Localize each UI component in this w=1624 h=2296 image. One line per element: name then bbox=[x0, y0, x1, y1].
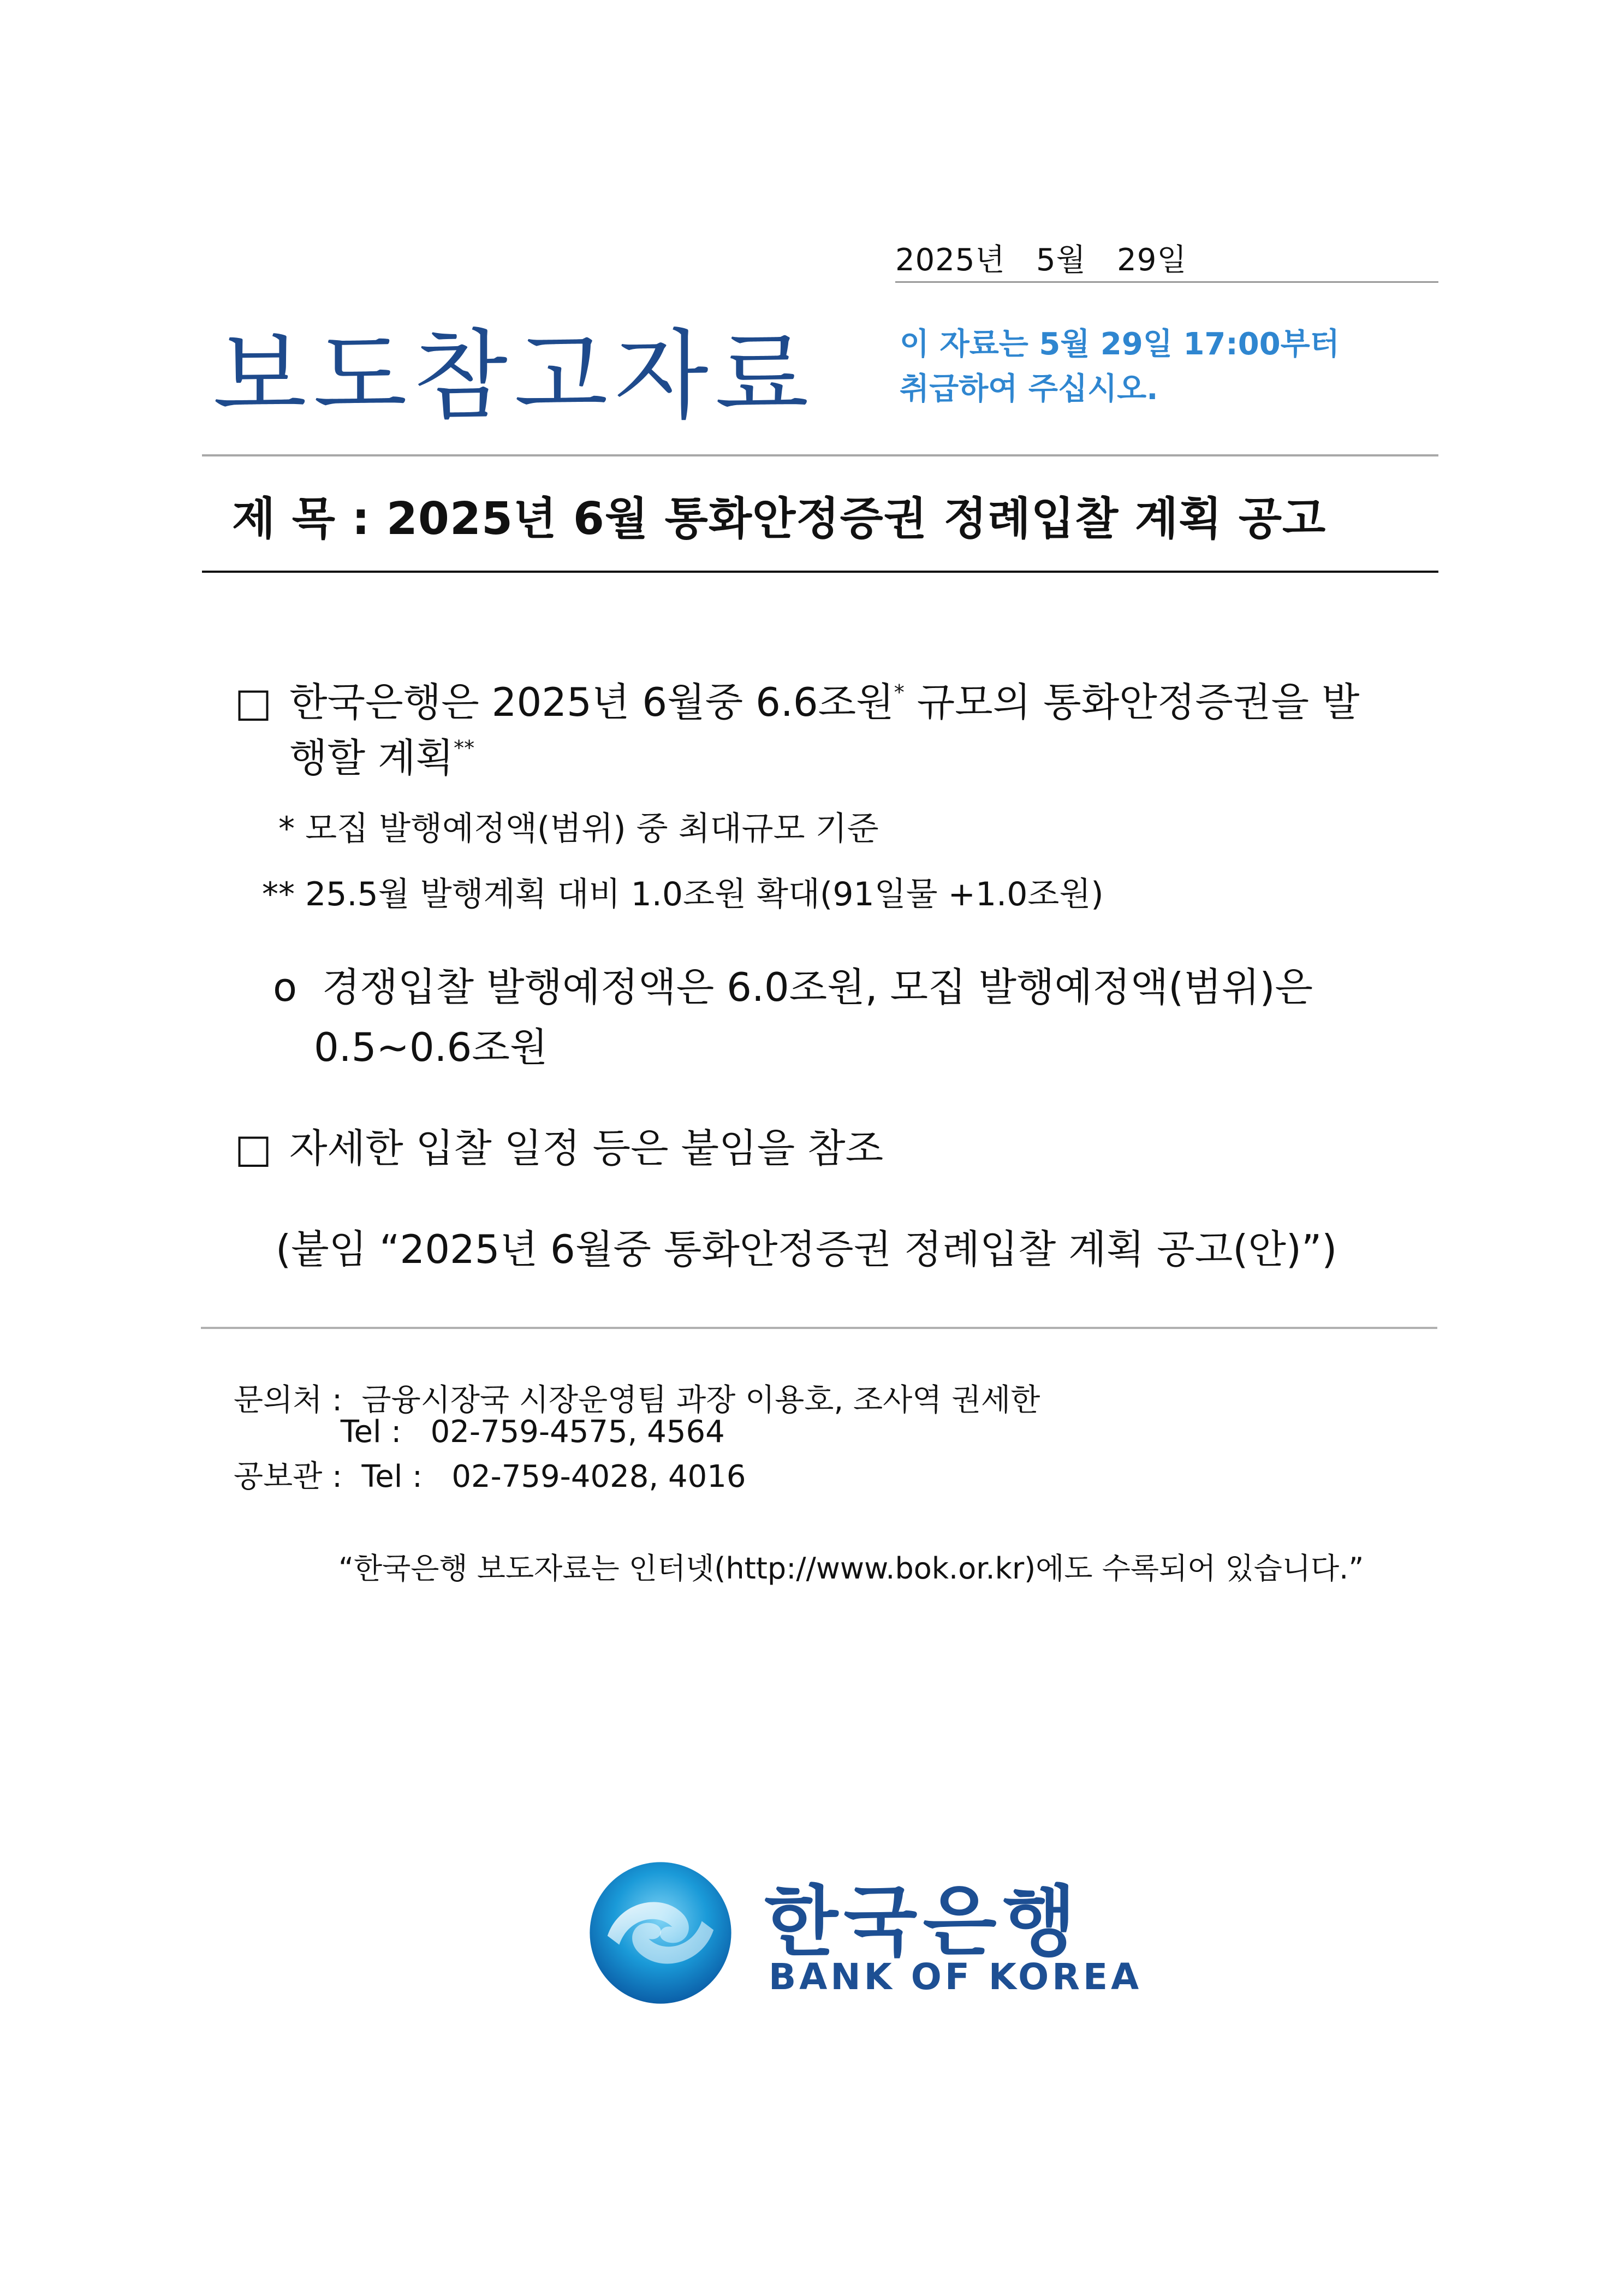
bullet-1-text-c: 행할 계획 bbox=[289, 735, 454, 781]
box-bullet-icon: □ bbox=[235, 679, 272, 725]
contact-line-2: Tel : 02-759-4575, 4564 bbox=[234, 1414, 725, 1450]
date-divider bbox=[895, 281, 1438, 283]
contact-line-3: 공보관 : Tel : 02-759-4028, 4016 bbox=[234, 1459, 746, 1494]
sub-bullet-marker: o bbox=[273, 964, 298, 1010]
footnote-1: * 모집 발행예정액(범위) 중 최대규모 기준 bbox=[278, 810, 879, 848]
bullet-1-text-a: 한국은행은 2025년 6월중 6.6조원 bbox=[289, 679, 894, 725]
bullet-1-footnote-mark: * bbox=[894, 680, 905, 704]
subject-heading: 제 목 : 2025년 6월 통화안정증권 정례입찰 계획 공고 bbox=[232, 493, 1326, 545]
bullet-1-footnote-mark-2: ** bbox=[454, 736, 475, 760]
sub-bullet-text-1: 경쟁입찰 발행예정액은 6.0조원, 모집 발행예정액(범위)은 bbox=[322, 964, 1313, 1010]
embargo-line-2: 취급하여 주십시오. bbox=[900, 371, 1158, 407]
embargo-line-1: 이 자료는 5월 29일 17:00부터 bbox=[900, 327, 1340, 362]
contact-line-1: 문의처 : 금융시장국 시장운영팀 과장 이용호, 조사역 권세한 bbox=[234, 1383, 1040, 1418]
document-title: 보도참고자료 bbox=[213, 319, 816, 432]
attachment-note: (붙임 “2025년 6월중 통화안정증권 정례입찰 계획 공고(안)”) bbox=[276, 1226, 1337, 1272]
sub-bullet-line-1 bbox=[273, 956, 1313, 1012]
bank-name-korean: 한국은행 bbox=[764, 1878, 1081, 1967]
bullet-2-text: 자세한 입찰 일정 등은 붙임을 참조 bbox=[289, 1125, 884, 1171]
bank-emblem-icon bbox=[587, 1859, 734, 2007]
header-divider bbox=[202, 454, 1438, 456]
website-note: “한국은행 보도자료는 인터넷(http://www.bok.or.kr)에도 수록되어 있습니다.” bbox=[338, 1551, 1364, 1586]
release-date: 2025년 5월 29일 bbox=[895, 242, 1187, 278]
bullet-2 bbox=[235, 1117, 883, 1173]
footnote-2: ** 25.5월 발행계획 대비 1.0조원 확대(91일물 +1.0조원) bbox=[262, 875, 1104, 913]
embargo-notice bbox=[900, 322, 1340, 412]
box-bullet-icon: □ bbox=[235, 1125, 272, 1171]
bank-name-english: BANK OF KOREA bbox=[769, 1956, 1143, 1998]
body-divider bbox=[201, 1327, 1437, 1329]
bullet-1-line-1 bbox=[235, 671, 1359, 727]
bullet-1-line-2 bbox=[289, 726, 474, 783]
subject-divider bbox=[202, 571, 1438, 573]
sub-bullet-line-2: 0.5~0.6조원 bbox=[314, 1024, 548, 1070]
bullet-1-text-b: 규모의 통화안정증권을 발 bbox=[904, 679, 1360, 725]
